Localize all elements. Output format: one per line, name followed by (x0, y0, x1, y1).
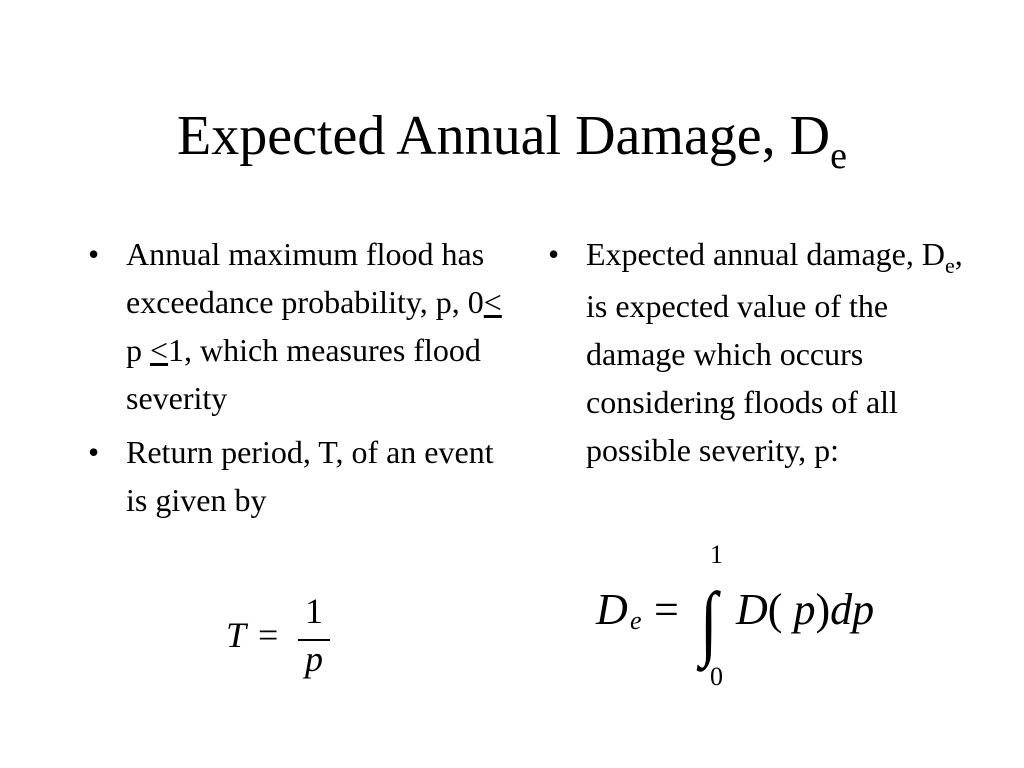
bullet-expected-damage (548, 230, 988, 474)
expected-damage-formula (596, 540, 926, 700)
integrand-close-paren: ) (815, 585, 831, 634)
formula-numerator: 1 (305, 591, 323, 631)
slide-title (0, 100, 1024, 178)
formula-equals: = (654, 585, 679, 634)
bullet-exceedance-probability (88, 230, 518, 422)
integrand (736, 584, 874, 635)
formula-lhs-subscript: e (630, 606, 642, 635)
formula-denominator: p (305, 639, 323, 679)
bullet-icon: • (88, 434, 100, 470)
integrand-open-paren: ( (767, 585, 783, 634)
integral-upper-limit: 1 (710, 540, 723, 569)
bullet-icon: • (88, 236, 100, 272)
bullet-icon: • (548, 236, 560, 272)
left-bullet-list (88, 230, 518, 524)
bullet-text: Return period, T, of an event is given by (126, 434, 494, 518)
integrand-dp: dp (830, 585, 875, 634)
bullet-text-before: Annual maximum flood has exceedance probability, p, 0 (126, 236, 485, 320)
bullet-return-period (88, 428, 518, 524)
integrand-p: p (782, 585, 816, 634)
integrand-d: D (736, 585, 768, 634)
formula-lhs: T (226, 615, 247, 655)
integral-sign-icon: ∫ (700, 575, 718, 668)
formula-equals: = (258, 615, 279, 655)
return-period-formula (226, 592, 356, 692)
bullet-text-before: Expected annual damage, D (586, 236, 945, 272)
bullet-text-after: 1, which measures flood severity (126, 332, 481, 416)
less-equal-symbol-2: < (150, 332, 169, 368)
bullet-text-after: , is expected value of the damage which occurs considering floods of all possible severity, p: (586, 236, 963, 468)
title-text: Expected Annual Damage, D (177, 105, 831, 167)
left-column (88, 230, 518, 530)
integral-lower-limit: 0 (710, 662, 723, 691)
less-equal-symbol: < (483, 284, 502, 320)
right-bullet-list (548, 230, 988, 474)
bullet-subscript: e (944, 253, 955, 278)
right-column (548, 230, 988, 480)
formula-lhs: D (596, 585, 628, 634)
bullet-text-middle: p (126, 332, 150, 368)
title-subscript: e (830, 135, 847, 177)
